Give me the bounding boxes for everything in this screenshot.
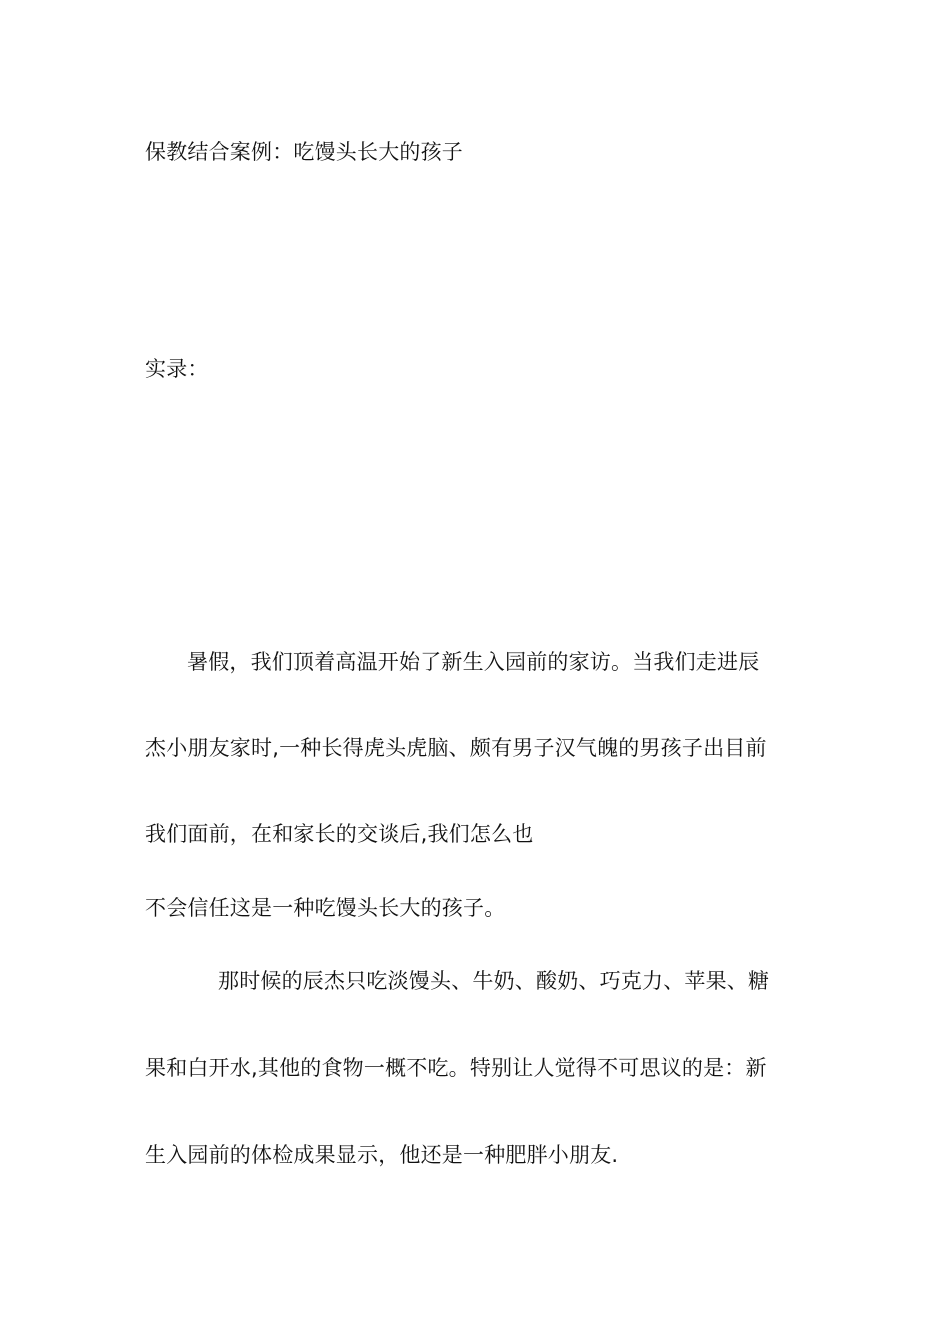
paragraph-2-line-2: 果和白开水,其他的食物一概不吃。特别让人觉得不可思议的是：新 [145,1056,767,1080]
paragraph-2-line-3: 生入园前的体检成果显示，他还是一种肥胖小朋友. [145,1143,619,1167]
section-label: 实录： [145,357,209,381]
paragraph-2-line-1: 那时候的辰杰只吃淡馒头、牛奶、酸奶、巧克力、苹果、糖 [218,969,770,993]
paragraph-1-line-4: 不会信任这是一种吃馒头长大的孩子。 [145,896,506,920]
document-title: 保教结合案例：吃馒头长大的孩子 [145,140,463,164]
paragraph-1-line-1: 暑假，我们顶着高温开始了新生入园前的家访。当我们走进辰 [187,650,760,674]
paragraph-1-line-3: 我们面前，在和家长的交谈后,我们怎么也 [145,822,534,846]
paragraph-1-line-2: 杰小朋友家时,一种长得虎头虎脑、颇有男子汉气魄的男孩子出目前 [145,736,767,760]
